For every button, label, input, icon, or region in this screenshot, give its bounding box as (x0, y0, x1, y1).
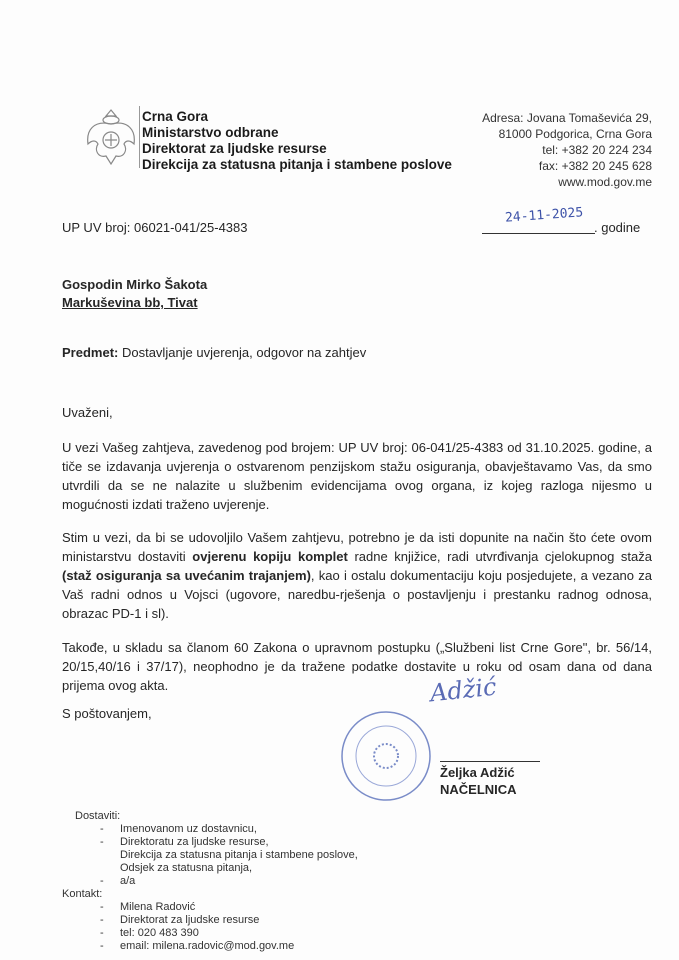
header-line: Direkcija za statusna pitanja i stambene poslove (142, 157, 452, 172)
website-link[interactable]: www.mod.gov.me (558, 175, 652, 189)
header-line: Crna Gora (142, 109, 209, 124)
bold-text: (staž osiguranja sa uvećanim trajanjem) (62, 568, 311, 583)
list-item: Direktorat za ljudske resurse (120, 914, 260, 926)
subject-text: Dostavljanje uvjerenja, odgovor na zahtjev (118, 345, 367, 360)
signatory-title: NAČELNICA (440, 782, 517, 797)
header-divider (139, 106, 140, 168)
dostaviti-label: Dostaviti: (75, 810, 121, 822)
godine-label: . godine (594, 220, 641, 235)
signature-line (440, 761, 540, 762)
list-item: Milena Radović (120, 901, 196, 913)
paragraph-3: Takođe, u skladu sa članom 60 Zakona o upravnom postupku („Službeni list Crne Gore", br. 56/14, 20/15,40/16 i 37/17), neophodno je da tražene podatke dostavite u roku od osam dana od dana prijema ovog akta. (62, 640, 652, 693)
handwritten-date: 24-11-2025 (504, 205, 584, 226)
subject-line (62, 345, 366, 360)
signatory-name: Željka Adžić (440, 765, 515, 780)
text: radne knjižice, radi utvrđivanja cjelokupnog staža (347, 549, 653, 564)
recipient-address: Markuševina bb, Tivat (62, 295, 198, 310)
reference-number: UP UV broj: 06021-041/25-4383 (62, 220, 248, 235)
date-line (482, 233, 595, 234)
phone: tel: +382 20 224 234 (542, 143, 652, 157)
subject-label: Predmet: (62, 345, 119, 360)
distribution-block: Dostaviti: - Imenovanom uz dostavnicu, - Direktoratu za ljudske resurse, Direkcija za statusna pitanja i stambene poslove, Odsjek za statusna pitanja, - a/a Kontakt: - Milena Radović - Direktorat za ljudske resurse - tel: 020 483 390 - email: milena.radovic@mod.gov.me (62, 810, 358, 952)
list-item: tel: 020 483 390 (120, 927, 199, 939)
text: , kao i ostalu dokumentaciju koju posjedujete, a vezano za Vaš radni odnos u Vojsci (ugovore, naredbu-rješenja o postavljenju i prestanku radnog odnosa, obrazac PD-1 i sl). (62, 568, 652, 621)
address-block (482, 110, 652, 190)
kontakt-label: Kontakt: (62, 888, 103, 900)
list-item: Imenovanom uz dostavnicu, (120, 823, 257, 835)
paragraph-1: U vezi Vašeg zahtjeva, zavedenog pod brojem: UP UV broj: 06-041/25-4383 od 31.10.2025. godine, a tiče se izdavanja uvjerenja o ostvarenom penzijskom stažu osiguranja, obavještavamo Vas, da smo utvrdili da se ne nalazite u službenim evidencijama ovog organa, iz kojeg razloga nijesmo u mogućnosti izdati traženo uvjerenje. (62, 440, 652, 512)
address-line: 81000 Podgorica, Crna Gora (498, 127, 652, 141)
institution-header (142, 109, 452, 173)
handwritten-signature: Adžić (428, 672, 498, 708)
closing: S poštovanjem, (62, 706, 152, 721)
list-item: a/a (120, 875, 136, 887)
official-stamp (338, 708, 434, 804)
salutation: Uvaženi, (62, 405, 113, 420)
text: Stim u vezi, da bi se udovoljilo Vašem zahtjevu, potrebno je da isti dopunite na način što ćete ovom ministarstvu dostaviti (62, 530, 652, 564)
paragraph-2 (62, 528, 652, 623)
address-line: Adresa: Jovana Tomaševića 29, (482, 111, 652, 125)
list-item: Odsjek za statusna pitanja, (120, 862, 253, 874)
list-item: Direkcija za statusna pitanja i stambene poslove, (120, 849, 358, 861)
header-line: Ministarstvo odbrane (142, 125, 279, 140)
email-link[interactable]: email: milena.radovic@mod.gov.me (120, 940, 295, 952)
signatory (440, 764, 517, 798)
list-item: Direktoratu za ljudske resurse, (120, 836, 269, 848)
recipient-name: Gospodin Mirko Šakota (62, 277, 208, 292)
header-line: Direktorat za ljudske resurse (142, 141, 327, 156)
bold-text: ovjerenu kopiju komplet (192, 549, 348, 564)
coat-of-arms-logo (84, 106, 138, 168)
fax: fax: +382 20 245 628 (538, 159, 652, 173)
